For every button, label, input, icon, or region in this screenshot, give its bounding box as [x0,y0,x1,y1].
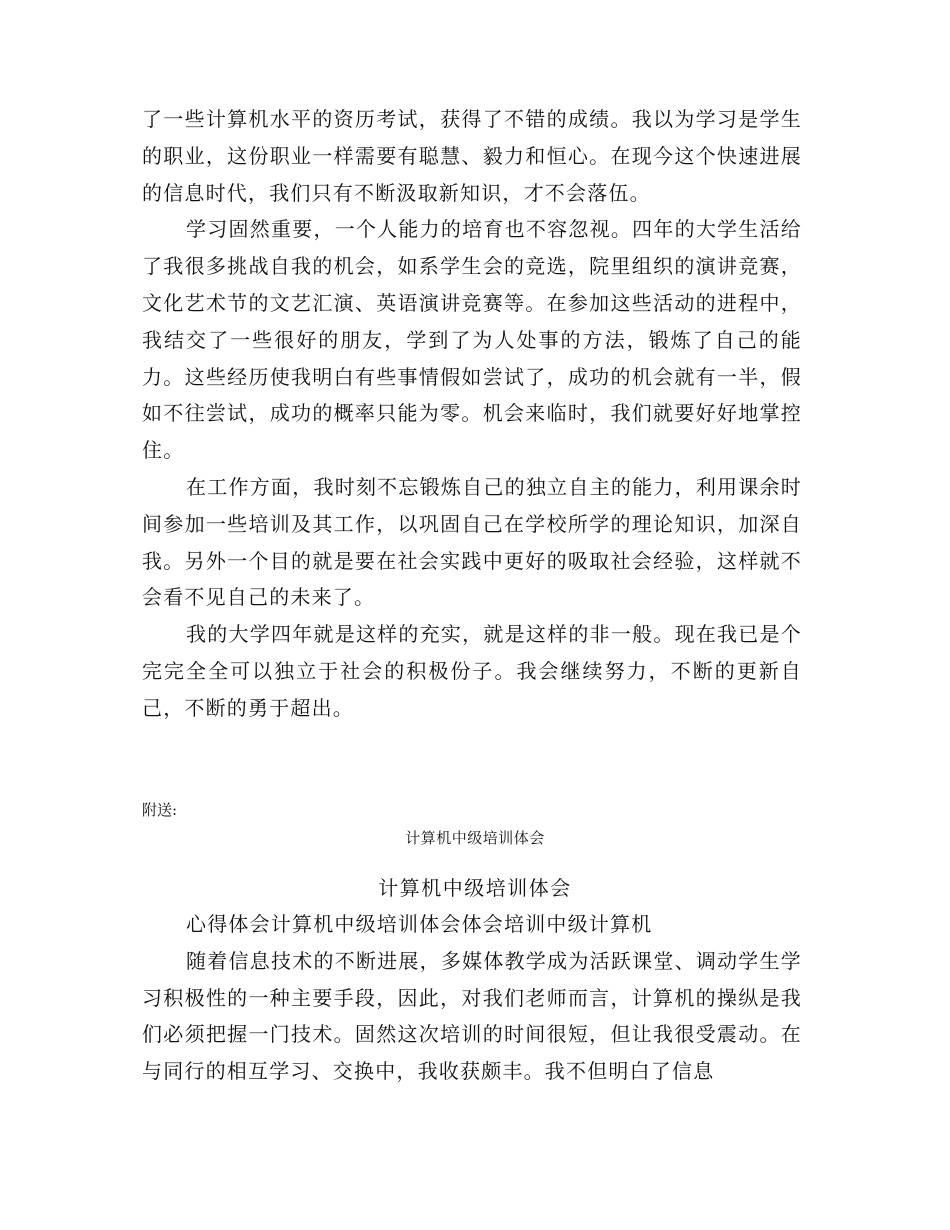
appendix-section [142,906,802,1090]
keywords-line: 心得体会计算机中级培训体会体会培训中级计算机 [186,912,653,936]
appendix-small-title: 计算机中级培训体会 [405,829,545,847]
essay-paragraph-2: 学习固然重要，一个人能力的培育也不容忽视。四年的大学生活给了我很多挑战自我的机会，如系学生会的竞选，院里组织的演讲竞赛，文化艺术节的文艺汇演、英语演讲竞赛等。在参加这些活动的进程中，我结交了一些很好的朋友，学到了为人处事的方法，锻炼了自己的能力。这些经历使我明白有些事情假如尝试了，成功的机会就有一半，假如不往尝试，成功的概率只能为零。机会来临时，我们就要好好地掌控住。 [142,217,802,463]
essay-paragraph-3: 在工作方面，我时刻不忘锻炼自己的独立自主的能力，利用课余时间参加一些培训及其工作，以巩固自己在学校所学的理论知识，加深自我。另外一个目的就是要在社会实践中更好的吸取社会经验，这样就不会看不见自己的未来了。 [142,474,802,610]
essay-paragraph-4: 我的大学四年就是这样的充实，就是这样的非一般。现在我已是个完完全全可以独立于社会的积极份子。我会继续努力，不断的更新自己，不断的勇于超出。 [142,622,802,720]
appendix-label: 附送: [142,801,178,819]
article-title: 计算机中级培训体会 [378,876,572,900]
appendix-paragraph-1: 随着信息技术的不断进展，多媒体教学成为活跃课堂、调动学生学习积极性的一种主要手段，因此，对我们老师而言，计算机的操纵是我们必须把握一门技术。固然这次培训的时间很短，但让我很受震动。在与同行的相互学习、交换中，我收获颇丰。我不但明白了信息 [142,948,802,1084]
essay-paragraph-1: 了一些计算机水平的资历考试，获得了不错的成绩。我以为学习是学生的职业，这份职业一样需要有聪慧、毅力和恒心。在现今这个快速进展的信息时代，我们只有不断汲取新知识，才不会落伍。 [142,107,802,205]
essay-section [142,101,802,727]
